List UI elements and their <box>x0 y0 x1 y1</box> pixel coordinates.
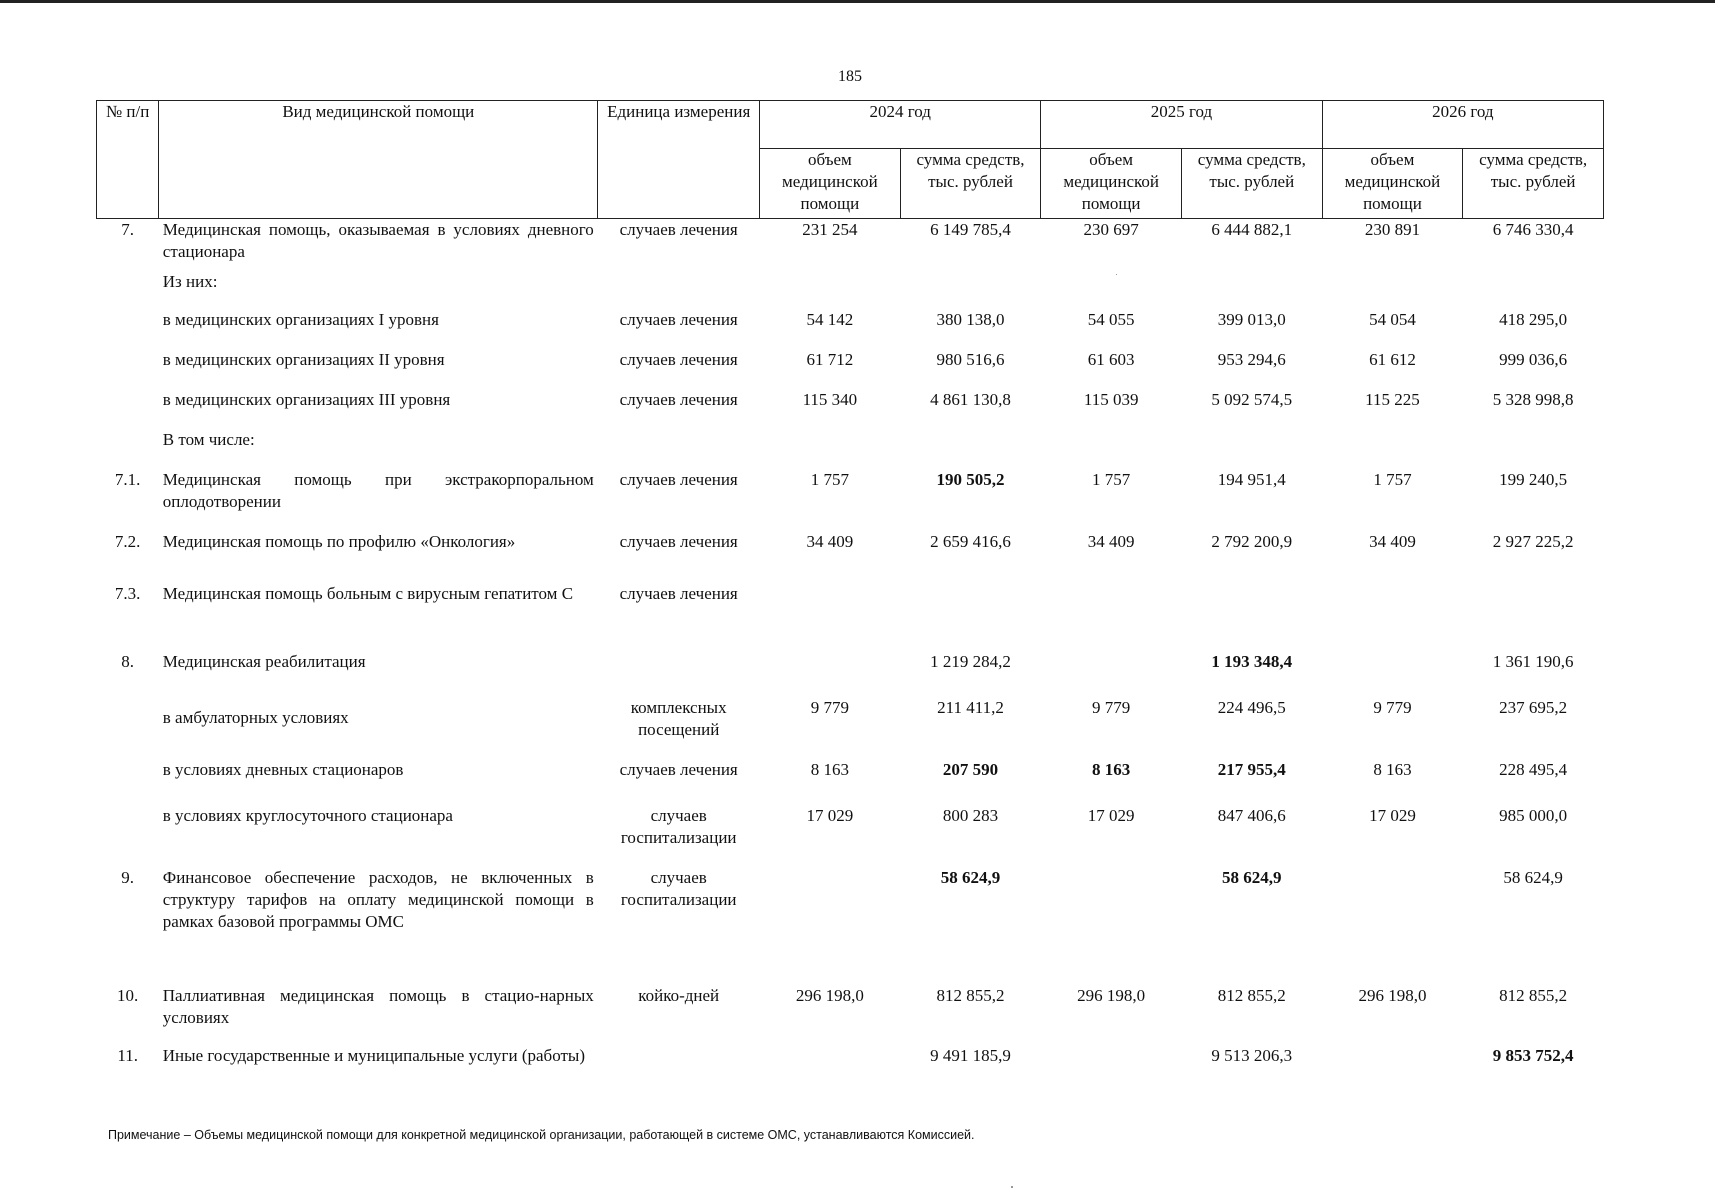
volume-2026 <box>1322 271 1463 309</box>
volume-2024 <box>760 583 901 651</box>
sum-2024: 1 219 284,2 <box>930 651 1011 671</box>
table-row <box>97 759 1604 805</box>
sum-2026: 228 495,4 <box>1499 759 1568 779</box>
row-unit <box>598 651 760 697</box>
scan-speck <box>1011 1186 1013 1188</box>
sum-2025: 194 951,4 <box>1217 469 1286 489</box>
sum-2026: 199 240,5 <box>1499 469 1568 489</box>
volume-2025: 296 198,0 <box>1077 985 1146 1005</box>
row-name: в медицинских организациях III уровня <box>162 389 451 409</box>
header-year-2026: 2026 год <box>1322 101 1603 149</box>
row-name: Из них: <box>162 271 218 291</box>
sum-2024: 9 491 185,9 <box>930 1045 1011 1065</box>
volume-2025: 8 163 <box>1092 759 1131 779</box>
row-number: 11. <box>117 1045 138 1065</box>
volume-2024 <box>760 429 901 469</box>
header-num: № п/п <box>97 101 159 219</box>
table-row <box>97 1045 1604 1095</box>
sum-2026: 5 328 998,8 <box>1492 389 1574 409</box>
volume-2025 <box>1041 1045 1182 1095</box>
header-sum: сумма средств, тыс. рублей <box>900 149 1041 219</box>
row-number: 7.2. <box>114 531 141 551</box>
table-row <box>97 349 1604 389</box>
sum-2026: 985 000,0 <box>1499 805 1568 825</box>
sum-2024: 2 659 416,6 <box>930 531 1011 551</box>
sum-2026: 9 853 752,4 <box>1492 1045 1574 1065</box>
page-number: 185 <box>838 68 862 85</box>
header-volume: объем медицинской помощи <box>760 149 901 219</box>
row-number <box>97 429 159 469</box>
row-unit: случаев лечения <box>619 759 738 779</box>
sum-2026: 1 361 190,6 <box>1492 651 1574 671</box>
volume-2025: 17 029 <box>1087 805 1135 825</box>
sum-2024: 380 138,0 <box>936 309 1005 329</box>
row-number: 10. <box>117 985 139 1005</box>
row-name: Медицинская помощь больным с вирусным гепатитом С <box>162 583 574 603</box>
table-row <box>97 389 1604 429</box>
volume-2026: 230 891 <box>1364 220 1421 239</box>
header-year-2024: 2024 год <box>760 101 1041 149</box>
sum-2026 <box>1463 583 1604 651</box>
header-year-2025: 2025 год <box>1041 101 1322 149</box>
volume-2026 <box>1322 651 1463 697</box>
sum-2024: 812 855,2 <box>936 985 1005 1005</box>
row-number <box>97 349 159 389</box>
header-volume: объем медицинской помощи <box>1041 149 1182 219</box>
row-number <box>97 697 159 759</box>
volume-2024: 296 198,0 <box>795 985 864 1005</box>
row-unit: комплексных посещений <box>630 697 727 739</box>
table-row <box>97 309 1604 349</box>
sum-2026 <box>1463 429 1604 469</box>
row-name: в медицинских организациях I уровня <box>162 309 439 329</box>
volume-2026: 1 757 <box>1373 469 1412 489</box>
sum-2024: 4 861 130,8 <box>930 389 1011 409</box>
row-name: в условиях дневных стационаров <box>162 759 404 779</box>
sum-2025 <box>1181 271 1322 309</box>
page-top-edge <box>0 0 1715 3</box>
sum-2026 <box>1463 271 1604 309</box>
table-row <box>97 867 1604 985</box>
table-row <box>97 697 1604 759</box>
volume-2026: 8 163 <box>1373 759 1412 779</box>
volume-2025: 230 697 <box>1083 220 1139 239</box>
row-unit: случаев лечения <box>619 389 738 409</box>
sum-2025: 224 496,5 <box>1217 697 1286 717</box>
volume-2024 <box>760 867 901 985</box>
volume-2024: 8 163 <box>810 759 849 779</box>
volume-2026: 9 779 <box>1373 697 1412 717</box>
row-unit: случаев лечения <box>619 531 738 551</box>
sum-2025: 812 855,2 <box>1217 985 1286 1005</box>
header-sum: сумма средств, тыс. рублей <box>1463 149 1604 219</box>
volume-2025: 34 409 <box>1087 531 1135 551</box>
volume-2025: 9 779 <box>1092 697 1131 717</box>
volume-2024: 1 757 <box>810 469 849 489</box>
sum-2025 <box>1181 583 1322 651</box>
row-number <box>97 759 159 805</box>
volume-2026 <box>1322 1045 1463 1095</box>
table-row <box>97 531 1604 583</box>
volume-2026 <box>1322 429 1463 469</box>
sum-2025 <box>1181 429 1322 469</box>
row-number: 9. <box>121 867 135 887</box>
row-unit: случаев лечения <box>619 469 738 489</box>
table-row <box>97 985 1604 1045</box>
row-number: 7.1. <box>114 469 141 489</box>
volume-2025 <box>1041 651 1182 697</box>
sum-2026: 58 624,9 <box>1503 867 1563 887</box>
sum-2025: 847 406,6 <box>1217 805 1286 825</box>
row-unit: случаев лечения <box>619 309 738 329</box>
header-unit: Единица измерения <box>598 101 760 219</box>
volume-2024: 115 340 <box>802 389 858 409</box>
row-number: 7.3. <box>114 583 141 603</box>
volume-2024: 34 409 <box>806 531 854 551</box>
header-row-years <box>97 101 1604 149</box>
header-sum: сумма средств, тыс. рублей <box>1181 149 1322 219</box>
sum-2024: 211 411,2 <box>937 697 1004 717</box>
sum-2025: 9 513 206,3 <box>1211 1045 1293 1065</box>
sum-2024: 980 516,6 <box>936 349 1005 369</box>
row-number <box>97 271 159 309</box>
sum-2025: 953 294,6 <box>1217 349 1286 369</box>
row-name: В том числе: <box>162 429 255 449</box>
volume-2025 <box>1041 583 1182 651</box>
table-row <box>97 469 1604 531</box>
row-unit <box>598 429 760 469</box>
row-name: Медицинская помощь, оказываемая в условиях дневного стационара <box>162 220 594 261</box>
sum-2024 <box>900 429 1041 469</box>
volume-2024: 9 779 <box>810 697 849 717</box>
table-row <box>97 583 1604 651</box>
volume-2025 <box>1041 867 1182 985</box>
volume-2024: 231 254 <box>802 220 858 239</box>
sum-2024 <box>900 271 1041 309</box>
sum-2024: 6 149 785,4 <box>930 220 1011 239</box>
row-number <box>97 805 159 867</box>
volume-2025: 1 757 <box>1092 469 1131 489</box>
volume-2026 <box>1322 583 1463 651</box>
sum-2024: 207 590 <box>942 759 999 779</box>
table-row <box>97 271 1604 309</box>
row-unit: случаев госпитализации <box>620 867 737 909</box>
volume-2026: 54 054 <box>1369 309 1416 329</box>
sum-2025: 1 193 348,4 <box>1211 651 1293 671</box>
row-unit: случаев госпитализации <box>620 805 737 847</box>
sum-2026: 999 036,6 <box>1499 349 1568 369</box>
sum-2024: 190 505,2 <box>936 469 1005 489</box>
row-unit <box>598 271 760 309</box>
row-name: Медицинская помощь при экстракорпоральном оплодотворении <box>162 469 594 511</box>
row-unit: случаев лечения <box>619 220 738 239</box>
volume-2026: 115 225 <box>1365 389 1420 409</box>
volume-2026: 61 612 <box>1369 349 1416 369</box>
row-number: 8. <box>121 651 135 671</box>
footnote: Примечание – Объемы медицинской помощи для конкретной медицинской организации, работающей в системе ОМС, устанавливаются Комиссией. <box>108 1128 975 1142</box>
volume-2024: 61 712 <box>806 349 854 369</box>
row-name: Паллиативная медицинская помощь в стацио-нарных условиях <box>162 985 594 1027</box>
volume-2026: 17 029 <box>1369 805 1416 825</box>
row-name: Финансовое обеспечение расходов, не включенных в структуру тарифов на оплату медицинской помощи в рамках базовой программы ОМС <box>162 867 594 931</box>
sum-2026: 418 295,0 <box>1499 309 1568 329</box>
sum-2025: 2 792 200,9 <box>1211 531 1293 551</box>
table-row <box>97 219 1604 271</box>
volume-2026: 34 409 <box>1369 531 1416 551</box>
volume-2025 <box>1041 271 1182 309</box>
volume-2024 <box>760 1045 901 1095</box>
row-number <box>97 309 159 349</box>
volume-2025: 54 055 <box>1087 309 1135 329</box>
row-name: в условиях круглосуточного стационара <box>162 805 453 825</box>
row-name: Медицинская помощь по профилю «Онкология» <box>162 531 516 551</box>
row-number <box>97 389 159 429</box>
sum-2025: 58 624,9 <box>1222 867 1282 887</box>
row-name: в медицинских организациях II уровня <box>162 349 445 369</box>
header-kind: Вид медицинской помощи <box>159 101 598 219</box>
volume-2026: 296 198,0 <box>1358 985 1427 1005</box>
sum-2026: 2 927 225,2 <box>1492 531 1574 551</box>
sum-2026: 6 746 330,4 <box>1492 220 1574 239</box>
volume-2025 <box>1041 429 1182 469</box>
row-name: в амбулаторных условиях <box>162 707 349 727</box>
volume-2024: 17 029 <box>806 805 854 825</box>
volume-2024: 54 142 <box>806 309 854 329</box>
volume-2024 <box>760 651 901 697</box>
sum-2024: 800 283 <box>942 805 999 825</box>
scan-speck <box>1116 274 1117 275</box>
row-unit: случаев лечения <box>619 349 738 369</box>
row-number: 7. <box>121 220 135 239</box>
row-unit: койко-дней <box>638 985 720 1005</box>
table-row <box>97 651 1604 697</box>
volume-2024 <box>760 271 901 309</box>
volume-2026 <box>1322 867 1463 985</box>
sum-2024: 58 624,9 <box>940 867 1001 887</box>
sum-2025: 399 013,0 <box>1217 309 1286 329</box>
table-row <box>97 805 1604 867</box>
row-unit: случаев лечения <box>619 583 738 603</box>
row-name: Медицинская реабилитация <box>162 651 366 671</box>
sum-2025: 5 092 574,5 <box>1211 389 1293 409</box>
sum-2024 <box>900 583 1041 651</box>
volume-2025: 115 039 <box>1083 389 1139 409</box>
medical-care-table <box>96 100 1604 1095</box>
row-name: Иные государственные и муниципальные услуги (работы) <box>162 1045 585 1065</box>
sum-2026: 237 695,2 <box>1499 697 1568 717</box>
sum-2026: 812 855,2 <box>1499 985 1568 1005</box>
row-unit <box>598 1045 760 1095</box>
header-volume: объем медицинской помощи <box>1322 149 1463 219</box>
table-row <box>97 429 1604 469</box>
volume-2025: 61 603 <box>1087 349 1135 369</box>
sum-2025: 217 955,4 <box>1217 759 1286 779</box>
sum-2025: 6 444 882,1 <box>1211 220 1293 239</box>
